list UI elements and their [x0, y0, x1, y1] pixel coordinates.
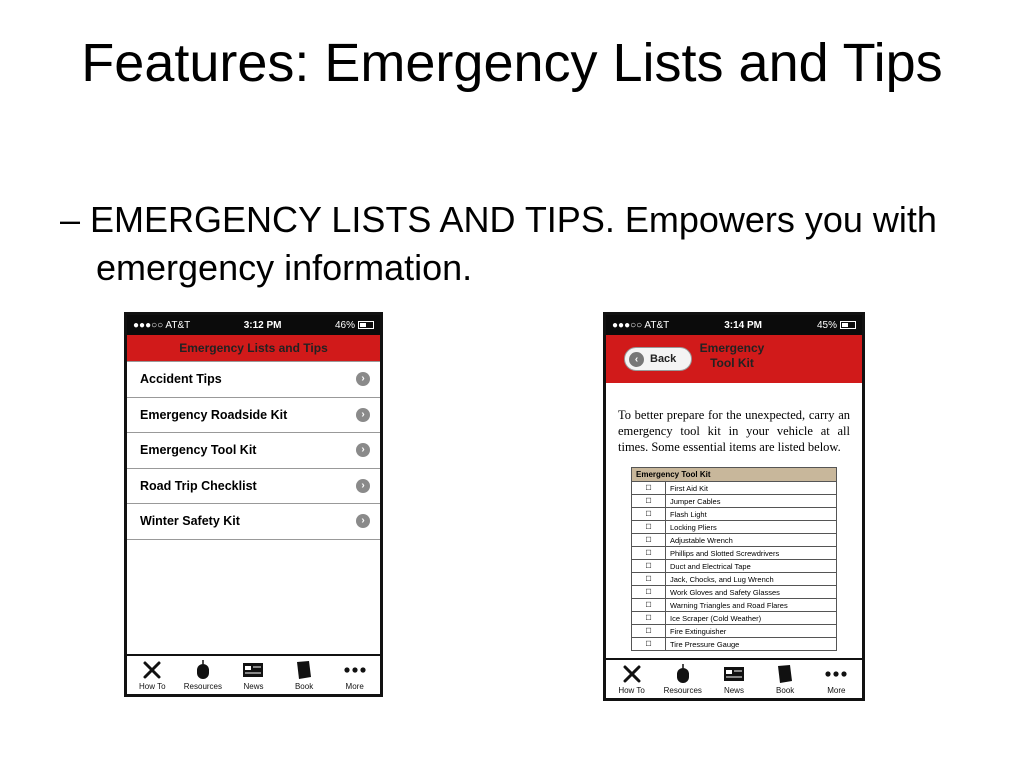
item-label: Warning Triangles and Road Flares: [666, 599, 837, 612]
checkbox[interactable]: ☐: [632, 560, 666, 573]
carrier-label: ●●●○○ AT&T: [612, 319, 670, 331]
tab-more[interactable]: [330, 659, 380, 691]
item-label: Fire Extinguisher: [666, 625, 837, 638]
checkbox[interactable]: ☐: [632, 508, 666, 521]
item-label: Flash Light: [666, 508, 837, 521]
status-bar: [127, 315, 380, 335]
tab-how-to[interactable]: [127, 659, 177, 691]
phone-screenshot-tool-kit: [603, 312, 865, 701]
item-label: Jumper Cables: [666, 495, 837, 508]
checkbox[interactable]: ☐: [632, 534, 666, 547]
chevron-right-icon: ›: [356, 372, 370, 386]
menu-item-emergency-roadside-kit[interactable]: [127, 398, 380, 434]
back-label: Back: [650, 353, 677, 365]
slide-bullet: – EMERGENCY LISTS AND TIPS. Empowers you with emergency information.: [60, 199, 937, 288]
battery-percent: 45%: [816, 319, 837, 331]
tab-book[interactable]: [279, 659, 329, 691]
battery-percent: 46%: [334, 319, 355, 331]
status-time: 3:14 PM: [724, 319, 763, 331]
tab-book[interactable]: [760, 663, 810, 695]
slide-title: Features: Emergency Lists and Tips: [81, 33, 943, 93]
checkbox[interactable]: ☐: [632, 573, 666, 586]
more-icon: [344, 659, 366, 681]
menu-item-label: Accident Tips: [140, 372, 222, 387]
mouse-icon: [676, 663, 690, 685]
table-row: [632, 534, 837, 547]
tab-label: Resources: [663, 686, 702, 695]
checkbox[interactable]: ☐: [632, 586, 666, 599]
phone-screenshot-lists: [124, 312, 383, 697]
tab-resources[interactable]: [178, 659, 228, 691]
table-row: [632, 599, 837, 612]
tab-label: How To: [139, 682, 166, 691]
tool-kit-table: [631, 467, 837, 651]
tab-more[interactable]: [811, 663, 861, 695]
header-bar: [127, 335, 380, 361]
menu-list: [127, 361, 380, 540]
checkbox[interactable]: ☐: [632, 547, 666, 560]
checkbox[interactable]: ☐: [632, 638, 666, 651]
table-row: [632, 495, 837, 508]
table-row: [632, 521, 837, 534]
checkbox[interactable]: ☐: [632, 612, 666, 625]
checkbox[interactable]: ☐: [632, 482, 666, 495]
status-bar: [606, 315, 862, 335]
tools-icon: [622, 663, 642, 685]
battery-indicator: [817, 320, 856, 331]
tools-icon: [142, 659, 162, 681]
tab-label: News: [243, 682, 264, 691]
mouse-icon: [196, 659, 210, 681]
table-header: Emergency Tool Kit: [632, 468, 837, 482]
tab-label: Book: [776, 686, 795, 695]
header-title: Emergency Lists and Tips: [179, 341, 328, 355]
tab-label: Resources: [183, 682, 223, 691]
item-label: Locking Pliers: [666, 521, 837, 534]
menu-item-label: Emergency Tool Kit: [140, 443, 257, 458]
news-icon: [723, 663, 745, 685]
table-row: [632, 586, 837, 599]
tab-news[interactable]: [709, 663, 759, 695]
checkbox[interactable]: ☐: [632, 625, 666, 638]
battery-indicator: [335, 320, 374, 331]
chevron-right-icon: ›: [356, 479, 370, 493]
tab-news[interactable]: [228, 659, 278, 691]
book-icon: [295, 659, 313, 681]
tab-label: How To: [618, 686, 645, 695]
menu-item-accident-tips[interactable]: [127, 362, 380, 398]
table-row: [632, 508, 837, 521]
table-row: [632, 638, 837, 651]
item-label: Jack, Chocks, and Lug Wrench: [666, 573, 837, 586]
item-label: Ice Scraper (Cold Weather): [666, 612, 837, 625]
menu-item-label: Emergency Roadside Kit: [140, 407, 288, 422]
menu-item-label: Winter Safety Kit: [140, 514, 240, 529]
tab-label: More: [345, 682, 364, 691]
menu-item-road-trip-checklist[interactable]: [127, 469, 380, 505]
header-title: Emergency Tool Kit: [699, 341, 765, 370]
table-row: [632, 612, 837, 625]
table-row: [632, 547, 837, 560]
tab-how-to[interactable]: [607, 663, 657, 695]
item-label: First Aid Kit: [666, 482, 837, 495]
tab-resources[interactable]: [658, 663, 708, 695]
book-icon: [776, 663, 794, 685]
tab-label: Book: [294, 682, 314, 691]
back-button[interactable]: [624, 347, 692, 371]
carrier-label: ●●●○○ AT&T: [133, 319, 191, 331]
menu-item-label: Road Trip Checklist: [140, 478, 257, 493]
table-row: [632, 573, 837, 586]
chevron-right-icon: ›: [356, 443, 370, 457]
status-time: 3:12 PM: [243, 319, 282, 331]
chevron-right-icon: ›: [356, 408, 370, 422]
back-arrow-icon: ‹: [629, 352, 644, 367]
item-label: Phillips and Slotted Screwdrivers: [666, 547, 837, 560]
tab-label: News: [723, 686, 744, 695]
header-bar: [606, 335, 862, 383]
checkbox[interactable]: ☐: [632, 599, 666, 612]
tab-label: More: [827, 686, 846, 695]
intro-text: To better prepare for the unexpected, carry an emergency tool kit in your vehicle at all times. Some essential items are listed below.: [618, 408, 850, 454]
table-row: [632, 482, 837, 495]
chevron-right-icon: ›: [356, 514, 370, 528]
battery-icon: [358, 321, 374, 329]
battery-icon: [840, 321, 856, 329]
item-label: Adjustable Wrench: [666, 534, 837, 547]
table-row: [632, 560, 837, 573]
menu-item-winter-safety-kit[interactable]: [127, 504, 380, 540]
menu-item-emergency-tool-kit[interactable]: [127, 433, 380, 469]
more-icon: [825, 663, 847, 685]
tab-bar: [606, 658, 862, 698]
news-icon: [242, 659, 264, 681]
table-row: [632, 625, 837, 638]
checkbox[interactable]: ☐: [632, 521, 666, 534]
checkbox[interactable]: ☐: [632, 495, 666, 508]
item-label: Work Gloves and Safety Glasses: [666, 586, 837, 599]
item-label: Duct and Electrical Tape: [666, 560, 837, 573]
item-label: Tire Pressure Gauge: [666, 638, 837, 651]
tab-bar: [127, 654, 380, 694]
